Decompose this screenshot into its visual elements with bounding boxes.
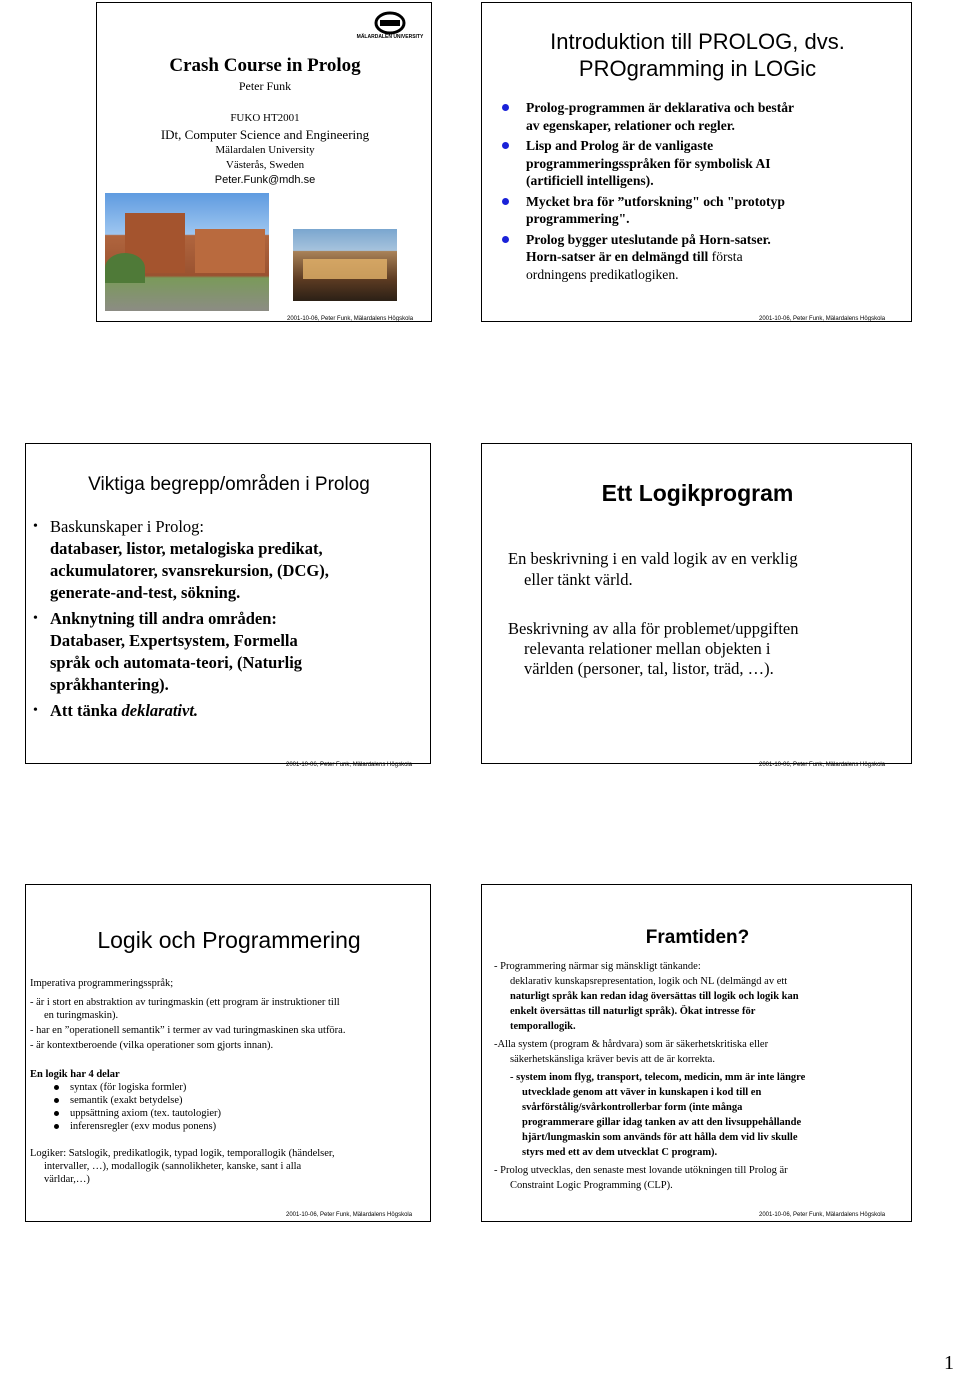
slide-the-future	[481, 884, 912, 1222]
slide6-text: svårförstålig/svårkontrollerbar form (inte många	[522, 1102, 743, 1113]
footer: 2001-10-06, Peter Funk, Mälardalens Högskola	[286, 762, 413, 768]
bullet-dot-icon: •	[33, 519, 38, 534]
list-item: syntax (för logiska formler)	[30, 1081, 428, 1094]
slide2-title-2: PROgramming in LOGic	[578, 56, 817, 81]
bullet-item: • Att tänka deklarativt.	[33, 701, 199, 720]
bullet-dot-icon	[54, 1111, 59, 1116]
slide1-title: Crash Course in Prolog	[169, 55, 361, 76]
slide6-text: Constraint Logic Programming (CLP).	[510, 1180, 673, 1191]
slide1-course: FUKO HT2001	[230, 112, 300, 124]
slide6-text: - Prolog utvecklas, den senaste mest lovande utökningen till Prolog är	[494, 1165, 788, 1176]
bullet-dot-icon: •	[33, 703, 38, 718]
slide1-author: Peter Funk	[238, 79, 292, 93]
slide-title	[96, 2, 432, 322]
slide4-paragraph-2: Beskrivning av alla för problemet/uppgiften relevanta relationer mellan objekten i världen (personer, tal, listor, träd, …).	[508, 619, 799, 678]
slide-important-concepts	[25, 443, 431, 768]
slide6-text: programmerare gillar idag tanken av att den livsuppehållande	[522, 1117, 802, 1128]
slide6-text: -Alla system (program & hårdvara) som är säkerhetskritiska eller	[494, 1039, 769, 1050]
bullet-item: Prolog bygger uteslutande på Horn-satser. Horn-satser är en delmängd till första ordningens predikatlogiken.	[502, 231, 902, 284]
slide1-city: Västerås, Sweden	[225, 159, 305, 171]
slide-logic-program	[481, 443, 912, 768]
campus-photo-1	[105, 193, 269, 311]
slide5-text: Logiker: Satslogik, predikatlogik, typad logik, temporallogik (händelser,	[30, 1148, 335, 1159]
slide6-text: enkelt översättas till naturligt språk). Ökat intresse för	[510, 1006, 756, 1017]
bullet-item: • Baskunskaper i Prolog: databaser, listor, metalogiska predikat, ackumulatorer, svansrekursion, (DCG), generate-and-test, sökning.	[33, 517, 329, 602]
slide1-dept: IDt, Computer Science and Engineering	[160, 127, 370, 142]
bullet-dot-icon	[502, 198, 509, 205]
slide2-title-1: Introduktion till PROLOG, dvs.	[550, 29, 845, 54]
bullet-dot-icon: •	[33, 611, 38, 626]
bullet-dot-icon	[502, 104, 509, 111]
slide6-text: styrs med ett av dem utvecklat C program).	[522, 1147, 718, 1158]
slide1-university: Mälardalen University	[215, 144, 315, 156]
bullet-item: Prolog-programmen är deklarativa och består av egenskaper, relationer och regler.	[502, 99, 902, 134]
bullet-item: Lisp and Prolog är de vanligaste programmeringsspråken för symbolisk AI (artificiell intelligens).	[502, 137, 902, 190]
slide5-parts-heading: En logik har 4 delar	[30, 1069, 120, 1080]
bullet-item: • Anknytning till andra områden: Databaser, Expertsystem, Formella språk och automata-teori, (Naturlig språkhantering).	[33, 609, 303, 694]
slide-logic-and-programming	[25, 884, 431, 1222]
slide5-text: Imperativa programmeringsspråk;	[30, 978, 174, 989]
bullet-dot-icon	[54, 1124, 59, 1129]
slide6-text: säkerhetskänsliga kräver bevis att de är korrekta.	[510, 1054, 715, 1065]
slide5-text: - är kontextberoende (vilka operationer som gjorts innan).	[30, 1040, 274, 1051]
footer: 2001-10-06, Peter Funk, Mälardalens Högskola	[287, 316, 414, 322]
slide6-text: - system inom flyg, transport, telecom, medicin, mm är inte längre	[510, 1072, 806, 1083]
list-item: uppsättning axiom (tex. tautologier)	[30, 1107, 428, 1120]
slide5-title: Logik och Programmering	[97, 927, 361, 953]
slide6-text: - Programmering närmar sig mänskligt tänkande:	[494, 961, 701, 972]
slide1-email: Peter.Funk@mdh.se	[214, 174, 316, 186]
bullet-item: Mycket bra för ”utforskning" och "prototyp programmering".	[502, 193, 902, 228]
bullet-dot-icon	[502, 142, 509, 149]
campus-photo-2	[293, 229, 397, 301]
slide-introduction	[481, 2, 912, 322]
slide5-text: - är i stort en abstraktion av turingmaskin (ett program är instruktioner till	[30, 997, 340, 1008]
footer: 2001-10-06, Peter Funk, Mälardalens Högskola	[759, 1212, 886, 1218]
slide6-text: deklarativ kunskapsrepresentation, logik och NL (delmängd av ett	[510, 976, 788, 987]
list-item: inferensregler (exv modus ponens)	[30, 1120, 428, 1133]
list-item: semantik (exakt betydelse)	[30, 1094, 428, 1107]
slide3-title: Viktiga begrepp/områden i Prolog	[88, 474, 370, 495]
slide5-text: - har en ”operationell semantik” i termer av vad turingmaskinen ska utföra.	[30, 1025, 346, 1036]
slide6-title: Framtiden?	[645, 927, 750, 948]
page-number: 1	[944, 1352, 954, 1374]
bullet-dot-icon	[502, 236, 509, 243]
slide4-title: Ett Logikprogram	[601, 480, 794, 506]
slide6-text: temporallogik.	[510, 1021, 576, 1032]
slide6-text: naturligt språk kan redan idag översättas till logik och logik kan	[510, 991, 799, 1002]
footer: 2001-10-06, Peter Funk, Mälardalens Högskola	[759, 316, 886, 322]
slide6-text: hjärt/lungmaskin som används för att hålla dem vid liv skulle	[522, 1132, 798, 1143]
slide5-text: världar,…)	[44, 1174, 90, 1185]
university-logo: MÄLARDALEN UNIVERSITY	[355, 9, 425, 43]
slide5-text: intervaller, …), modallogik (sannolikheter, kanske, sant i alla	[44, 1161, 302, 1172]
slide6-text: utvecklade genom att väver in kunskapen i kod till en	[522, 1087, 762, 1098]
slide4-paragraph-1: En beskrivning i en vald logik av en verklig eller tänkt värld.	[508, 549, 798, 589]
bullet-dot-icon	[54, 1098, 59, 1103]
footer: 2001-10-06, Peter Funk, Mälardalens Högskola	[759, 762, 886, 768]
slide5-text: en turingmaskin).	[44, 1010, 119, 1021]
footer: 2001-10-06, Peter Funk, Mälardalens Högskola	[286, 1212, 413, 1218]
bullet-dot-icon	[54, 1085, 59, 1090]
